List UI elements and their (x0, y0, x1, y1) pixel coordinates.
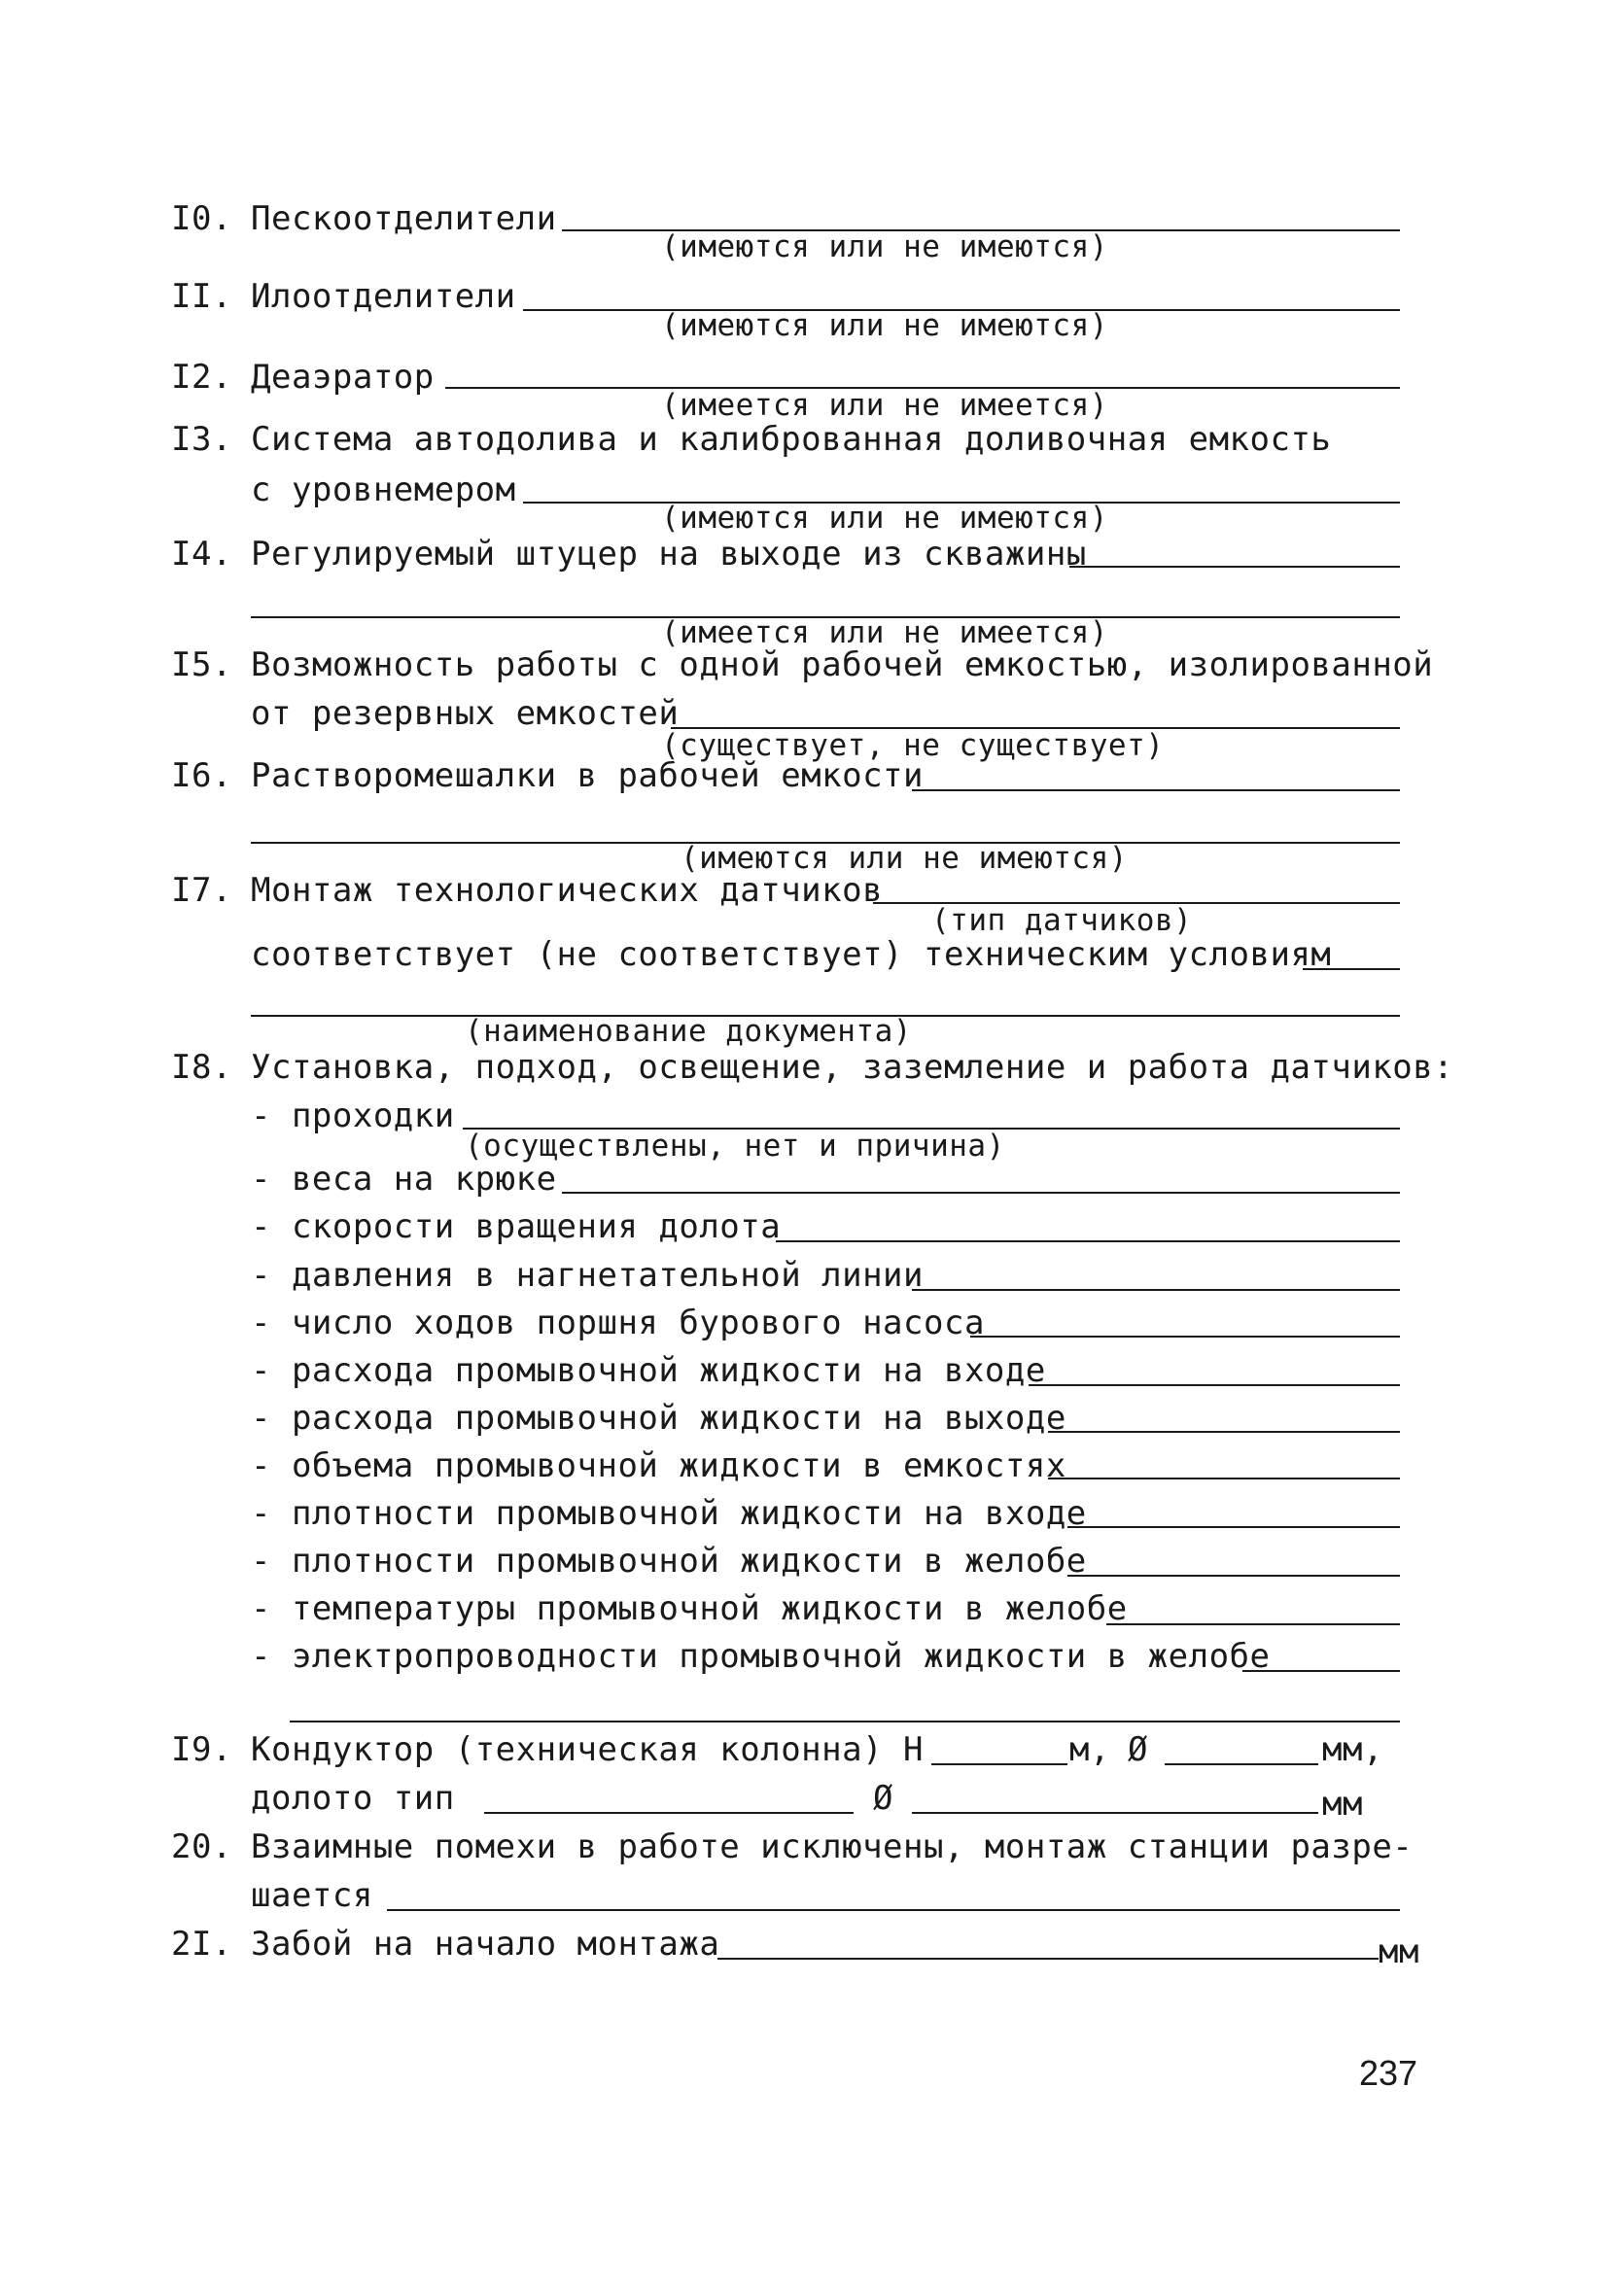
fill-line[interactable] (912, 1812, 1318, 1814)
fill-line[interactable] (1029, 1384, 1400, 1386)
item-label: Монтаж технологических датчиков (251, 871, 884, 910)
fill-line[interactable] (912, 789, 1400, 791)
item-label: Система автодолива и калиброванная доливочная емкость (251, 420, 1332, 459)
fill-line[interactable] (1303, 968, 1400, 970)
fill-line[interactable] (1106, 1623, 1400, 1625)
fill-line[interactable] (1067, 1526, 1400, 1528)
fill-line[interactable] (1048, 1431, 1400, 1433)
item-number: I0. (171, 199, 232, 238)
item-number: I2. (171, 358, 232, 397)
sub-item: - веса на крюке (251, 1160, 557, 1199)
item-label-cont: долото тип (251, 1779, 455, 1818)
item-label: Пескоотделители (251, 199, 557, 238)
fill-line[interactable] (1242, 1670, 1400, 1672)
fill-line[interactable] (562, 1192, 1400, 1194)
field-hint: (тип датчиков) (931, 903, 1193, 938)
item-label: Деаэратор (251, 358, 435, 397)
fill-line[interactable] (912, 1289, 1400, 1291)
sub-item: - плотности промывочной жидкости в желобе (251, 1542, 1087, 1581)
sub-item: - скорости вращения долота (251, 1207, 782, 1246)
field-hint: (имеется или не имеется) (661, 615, 1108, 650)
fill-line[interactable] (1048, 1478, 1400, 1479)
item-label: Кондуктор (техническая колонна) Н (251, 1730, 925, 1769)
item-number: 2I. (171, 1925, 232, 1964)
item-label: Растворомешалки в рабочей емкости (251, 756, 925, 795)
fill-line[interactable] (290, 1721, 1400, 1722)
sub-item: - температуры промывочной жидкости в желобе (251, 1589, 1128, 1628)
item-number: I3. (171, 420, 232, 459)
field-hint: (существует, не существует) (661, 728, 1165, 763)
fill-line[interactable] (484, 1812, 854, 1814)
sub-item: - объема промывочной жидкости в емкостях (251, 1446, 1066, 1485)
item-label: Установка, подход, освещение, заземление и работа датчиков: (251, 1048, 1454, 1087)
sub-item: - давления в нагнетательной линии (251, 1256, 925, 1295)
item-number: I5. (171, 645, 232, 684)
item-number: I8. (171, 1048, 232, 1087)
unit-label: мм (1379, 1932, 1419, 1971)
diameter-symbol: Ø (1128, 1730, 1148, 1769)
field-hint: (имеются или не имеются) (661, 229, 1108, 264)
field-hint: (наименование документа) (465, 1014, 912, 1049)
field-hint: (имеются или не имеются) (681, 841, 1128, 876)
page-number: 237 (1359, 2053, 1418, 2093)
unit-label: мм (1322, 1785, 1363, 1824)
unit-label: м, (1069, 1730, 1110, 1769)
item-label-cont: от резервных емкостей (251, 694, 680, 733)
fill-line[interactable] (1069, 566, 1400, 568)
diameter-symbol: Ø (873, 1779, 893, 1818)
sub-item: - расхода промывочной жидкости на входе (251, 1351, 1046, 1390)
unit-label: мм, (1322, 1730, 1383, 1769)
fill-line[interactable] (387, 1909, 1400, 1911)
fill-line[interactable] (1067, 1575, 1400, 1577)
fill-line[interactable] (970, 1336, 1400, 1338)
item-number: 20. (171, 1827, 232, 1866)
item-label: Взаимные помехи в работе исключены, монтаж станции разре- (251, 1827, 1414, 1866)
sub-item: - плотности промывочной жидкости на входе (251, 1494, 1087, 1533)
item-label: Забой на начало монтажа (251, 1925, 720, 1964)
item-number: I6. (171, 756, 232, 795)
item-number: I4. (171, 535, 232, 574)
fill-line[interactable] (931, 1763, 1067, 1765)
item-label-cont: с уровнемером (251, 470, 516, 509)
fill-line[interactable] (1165, 1763, 1318, 1765)
field-hint: (имеются или не имеются) (661, 308, 1108, 343)
field-hint: (имеются или не имеются) (661, 501, 1108, 536)
item-number: I7. (171, 871, 232, 910)
item-label: Регулируемый штуцер на выходе из скважины (251, 535, 1087, 574)
field-hint: (имеется или не имеется) (661, 388, 1108, 423)
field-hint: (осуществлены, нет и причина) (465, 1129, 1005, 1164)
sub-item: - электропроводности промывочной жидкости в желобе (251, 1637, 1271, 1676)
sub-item: - проходки (251, 1096, 455, 1135)
item-number: II. (171, 277, 232, 316)
fill-line[interactable] (717, 1958, 1379, 1960)
item-label-cont: соответствует (не соответствует) техническим условиям (251, 935, 1332, 974)
fill-line[interactable] (776, 1240, 1400, 1242)
sub-item: - расхода промывочной жидкости на выходе (251, 1399, 1066, 1438)
sub-item: - число ходов поршня бурового насоса (251, 1304, 985, 1342)
item-number: I9. (171, 1730, 232, 1769)
item-label: Илоотделители (251, 277, 516, 316)
item-label: Возможность работы с одной рабочей емкостью, изолированной (251, 645, 1434, 684)
item-label-cont: шается (251, 1876, 373, 1915)
